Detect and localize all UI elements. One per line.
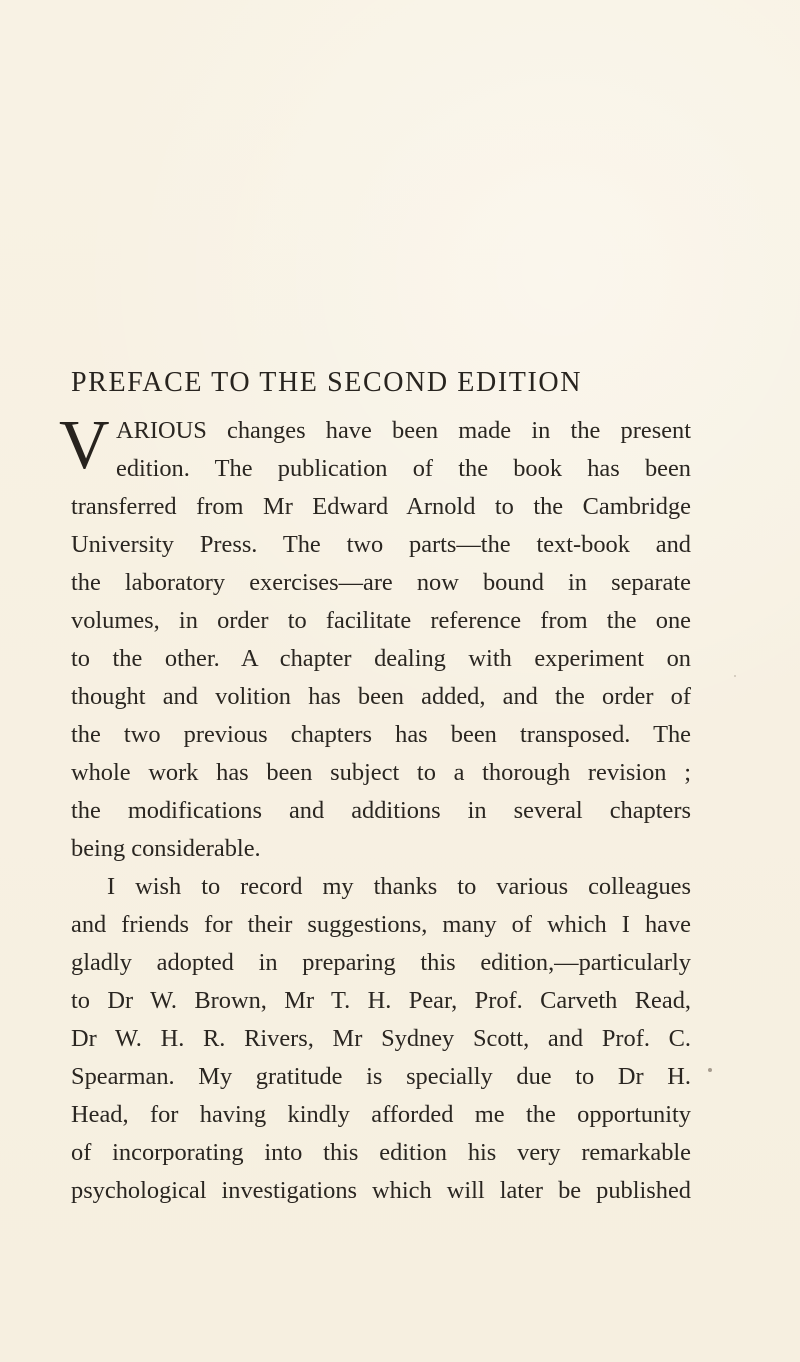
- text-line-4: University Press. The two parts—the text-book and: [71, 531, 691, 558]
- text-line-19: Head, for having kindly afforded me the opportunity: [71, 1101, 691, 1128]
- text-line-9: the two previous chapters has been transposed. The: [71, 721, 691, 748]
- text-line-10: whole work has been subject to a thorough revision ;: [71, 759, 691, 786]
- text-line-8: thought and volition has been added, and the order of: [71, 683, 691, 710]
- drop-cap: V: [59, 407, 110, 484]
- text-line-6: volumes, in order to facilitate reference from the one: [71, 607, 691, 634]
- preface-text: [59, 407, 691, 1210]
- text-line-11: the modifications and additions in several chapters: [71, 797, 691, 824]
- text-line-17: Dr W. H. R. Rivers, Mr Sydney Scott, and Prof. C.: [71, 1025, 691, 1052]
- text-line-16: to Dr W. Brown, Mr T. H. Pear, Prof. Carveth Read,: [71, 987, 691, 1014]
- text-line-14: and friends for their suggestions, many of which I have: [71, 911, 691, 938]
- page-title: PREFACE TO THE SECOND EDITION: [71, 367, 583, 398]
- text-line-5: the laboratory exercises—are now bound in separate: [71, 569, 691, 596]
- text-line-2: edition. The publication of the book has been: [116, 455, 691, 482]
- text-line-18: Spearman. My gratitude is specially due to Dr H.: [71, 1063, 691, 1090]
- text-line-20: of incorporating into this edition his very remarkable: [71, 1139, 691, 1166]
- text-line-15: gladly adopted in preparing this edition,—particularly: [71, 949, 691, 976]
- paper-speck: [734, 675, 736, 677]
- paper-speck: [708, 1068, 712, 1072]
- text-line-7: to the other. A chapter dealing with experiment on: [71, 645, 691, 672]
- text-line-21: psychological investigations which will later be published: [71, 1177, 691, 1204]
- text-line-12: being considerable.: [71, 835, 261, 862]
- text-line-13: I wish to record my thanks to various colleagues: [107, 873, 691, 900]
- text-line-3: transferred from Mr Edward Arnold to the Cambridge: [71, 493, 691, 520]
- text-line-1-content: ARIOUS changes have been made in the present: [116, 417, 691, 444]
